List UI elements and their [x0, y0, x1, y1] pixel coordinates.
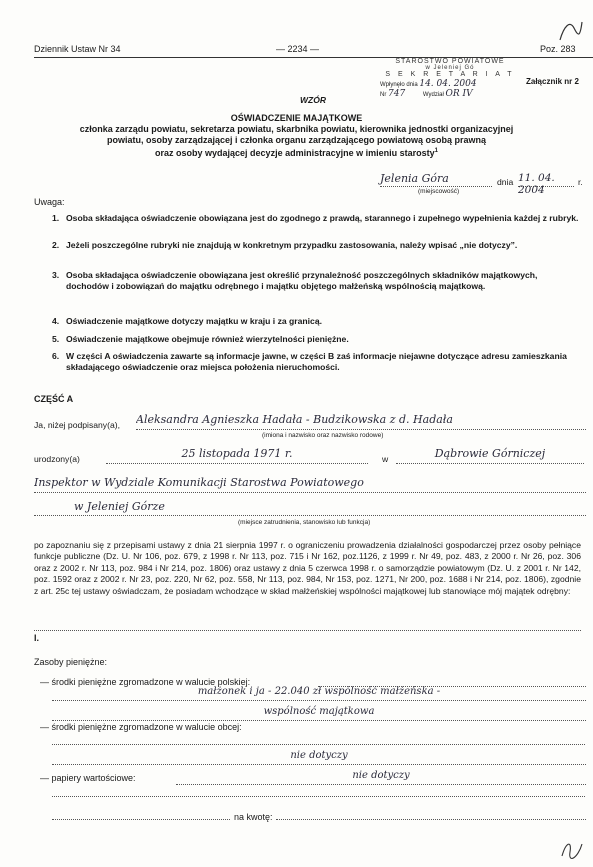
securities-label: — papiery wartościowe:	[40, 773, 136, 783]
place-field	[380, 172, 492, 186]
pln-funds-value-2: wspólność majątkowa	[52, 706, 586, 721]
title-footnote-mark: 1	[434, 148, 438, 154]
page-number: — 2234 —	[276, 44, 320, 54]
pln-funds-value-1: małżonek i ja - 22.040 zł wspólność małżeńska -	[52, 686, 586, 701]
note-1: 1. Osoba składająca oświadczenie obowiązana jest do zgodnego z prawdą, starannego i zupełnego wypełnienia każdej z rubryk.	[52, 213, 579, 223]
place-caption: (miejscowość)	[418, 188, 460, 195]
stamp-wydzial-label: Wydział	[422, 92, 444, 98]
title-line-2: powiatu, osoby zarządzającej i członka organu zarządzającego powiatową osobą prawną	[106, 135, 487, 145]
birth-place-w-label: w	[382, 454, 389, 464]
stamp-dept: S E K R E T A R I A T	[385, 71, 515, 78]
stamp-city: w Jeleniej Gó	[425, 65, 475, 71]
birth-date-value: 25 listopada 1971 r.	[106, 447, 368, 464]
journal-name: Dziennik Ustaw Nr 34	[34, 44, 121, 54]
date-value: 11. 04. 2004	[518, 172, 574, 187]
full-name-caption: (imiona i nazwisko oraz nazwisko rodowe)	[262, 432, 384, 439]
part-a-heading: CZĘŚĆ A	[34, 394, 74, 404]
employment-line-2: w Jeleniej Górze	[34, 500, 586, 516]
place-value: Jelenia Góra	[380, 172, 492, 187]
stamp-office: STAROSTWO POWIATOWE	[395, 58, 505, 65]
ja-label: Ja, niżej podpisany(a),	[34, 420, 120, 430]
pln-funds-label: — środki pieniężne zgromadzone w walucie polskiej:	[40, 677, 251, 687]
note-2: 2. Jeżeli poszczególne rubryki nie znajdują w konkretnym przypadku zastosowania, należy wpisać „nie dotyczy”.	[52, 240, 518, 250]
born-label: urodzony(a)	[34, 454, 80, 464]
note-5: 5. Oświadczenie majątkowe obejmuje również wierzytelności pieniężne.	[52, 334, 349, 344]
title-main: OŚWIADCZENIE MAJĄTKOWE	[230, 113, 363, 123]
foreign-funds-line-1	[52, 744, 585, 745]
section-i-label: I.	[34, 633, 40, 643]
title-line-3: oraz osoby wydającej decyzje administracyjne w imieniu starosty	[155, 148, 435, 158]
amount-label: na kwotę:	[234, 812, 273, 822]
foreign-funds-label: — środki pieniężne zgromadzone w walucie obcej:	[40, 722, 242, 732]
date-label: dnia	[497, 177, 514, 187]
amount-dots-right	[276, 819, 586, 820]
document-title	[30, 113, 563, 159]
title-line-1: członka zarządu powiatu, sekretarza powiatu, skarbnika powiatu, kierownika jednostki organizacyjnej	[79, 124, 514, 134]
stamp-nr-value: 747	[388, 89, 406, 99]
employment-caption: (miejsce zatrudnienia, stanowisko lub funkcja)	[238, 519, 371, 526]
date-year-suffix: r.	[578, 177, 583, 187]
note-6: 6. W części A oświadczenia zawarte są informacje jawne, w części B zaś informacje niejawne dotyczące adresu zamieszkania składającego oświadczenie oraz miejsca położenia nieruchomości.	[52, 351, 567, 372]
position-number: Poz. 283	[540, 44, 576, 54]
annex-label: Załącznik nr 2	[526, 77, 579, 86]
employment-line-1: Inspektor w Wydziale Komunikacji Starostwa Powiatowego	[34, 476, 586, 493]
securities-line-2	[52, 796, 585, 797]
page-initials-mark	[556, 836, 586, 862]
securities-value: nie dotyczy	[176, 770, 586, 785]
registry-stamp	[380, 58, 520, 110]
stamp-received-value: 14. 04. 2004	[419, 79, 477, 89]
note-3: 3. Osoba składająca oświadczenie obowiązana jest określić przynależność poszczególnych składników majątkowych, dochodów i zobowiązań do majątku odrębnego i majątku objętego małżeńską wspólnością majątkową.	[52, 270, 538, 291]
stamp-received-label: Wpłynęło dnia	[380, 82, 418, 88]
legal-statement: po zapoznaniu się z przepisami ustawy z dnia 21 sierpnia 1997 r. o ograniczeniu prowadzenia działalności gospodarczej przez osoby pełniące funkcje publiczne (Dz. U. Nr 106, poz. 679, z 1998 r. Nr 113, poz. 715 i Nr 162, poz.1126, z 1999 r. Nr 49, poz. 483, z 2000 r. Nr 26, poz. 306 oraz z 2002 r. Nr 113, poz. 984 i Nr 214, poz. 1806) oraz ustawy z dnia 5 czerwca 1998 r. o samorządzie powiatowym (Dz. U. z 2001 r. Nr 142, poz. 1592 oraz z 2002 r. Nr 23, poz. 220, Nr 62, poz. 558, Nr 113, poz. 984, Nr 153, poz. 1271, Nr 200, poz. 1688 i Nr 214, poz. 1806), zgodnie z art. 25c tej ustawy oświadczam, że posiadam wchodzące w skład małżeńskiej wspólności majątkowej lub stanowiące mój majątek odrębny:	[34, 540, 581, 596]
full-name-value: Aleksandra Agnieszka Hadała - Budzikowska z d. Hadała	[136, 413, 586, 430]
corner-signature-mark	[556, 18, 586, 44]
stamp-nr-label: Nr	[380, 92, 387, 98]
foreign-funds-value: nie dotyczy	[52, 750, 586, 765]
cash-resources-label: Zasoby pieniężne:	[34, 657, 108, 667]
notes-label: Uwaga:	[34, 197, 65, 207]
wzor-label: WZÓR	[300, 95, 326, 105]
section-divider	[34, 630, 581, 631]
stamp-wydzial-value: OR IV	[445, 89, 473, 99]
birth-place-value: Dąbrowie Górniczej	[396, 447, 584, 464]
amount-dots-left	[52, 819, 230, 820]
note-4: 4. Oświadczenie majątkowe dotyczy majątku w kraju i za granicą.	[52, 316, 322, 326]
